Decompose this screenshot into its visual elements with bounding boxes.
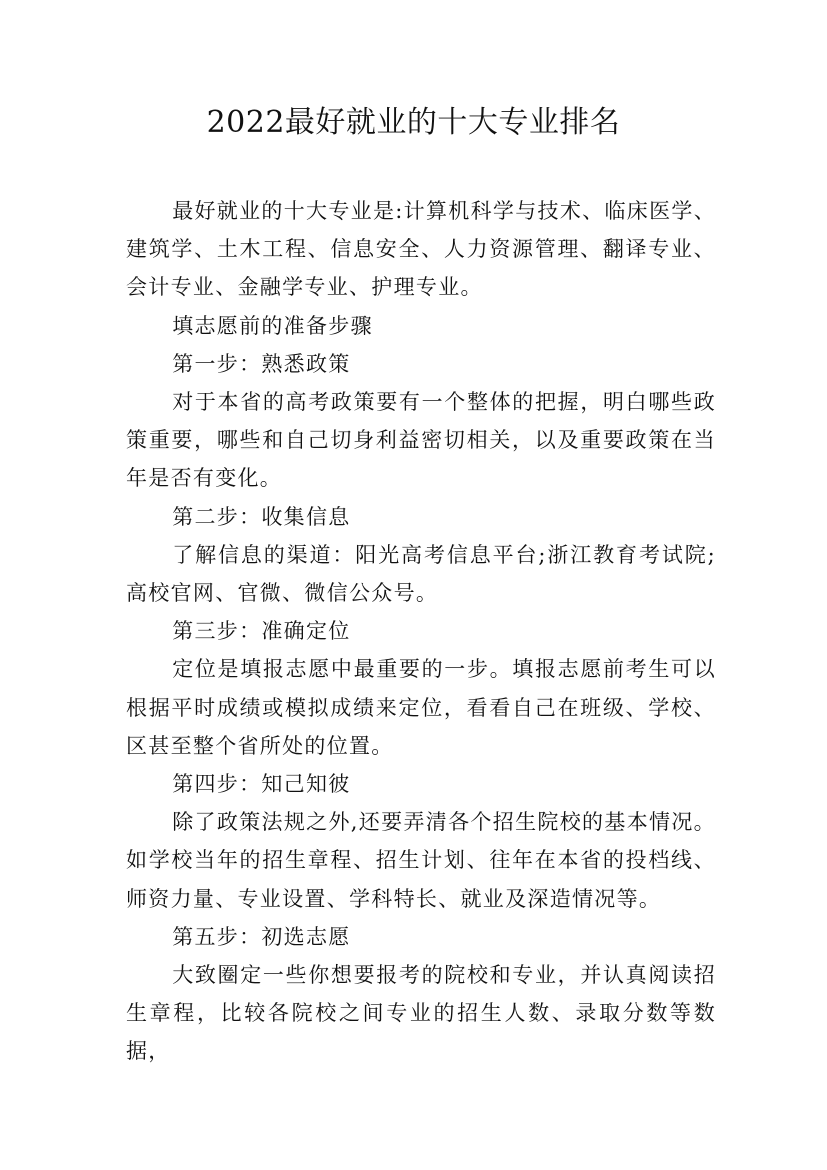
step-5-paragraph: 大致圈定一些你想要报考的院校和专业，并认真阅读招生章程，比较各院校之间专业的招生人数、录取分数等数据，: [126, 963, 716, 1064]
step-2-heading: 第二步：收集信息: [172, 504, 351, 529]
document-title: 2022最好就业的十大专业排名: [206, 105, 621, 140]
step-1-heading: 第一步：熟悉政策: [172, 351, 351, 376]
section-heading-preparation: 填志愿前的准备步骤: [172, 313, 373, 338]
step-5-heading: 第五步：初选志愿: [172, 924, 351, 949]
step-4-heading: 第四步：知己知彼: [172, 772, 351, 797]
step-1-paragraph: 对于本省的高考政策要有一个整体的把握，明白哪些政策重要，哪些和自己切身利益密切相关，以及重要政策在当年是否有变化。: [126, 390, 716, 491]
step-4-paragraph: 除了政策法规之外,还要弄清各个招生院校的基本情况。如学校当年的招生章程、招生计划、往年在本省的投档线、师资力量、专业设置、学科特长、就业及深造情况等。: [126, 810, 716, 911]
step-3-paragraph: 定位是填报志愿中最重要的一步。填报志愿前考生可以根据平时成绩或模拟成绩来定位，看看自己在班级、学校、区甚至整个省所处的位置。: [126, 657, 716, 758]
step-3-heading: 第三步：准确定位: [172, 619, 351, 644]
step-2-paragraph: 了解信息的渠道：阳光高考信息平台;浙江教育考试院;高校官网、官微、微信公众号。: [126, 542, 716, 606]
intro-paragraph: 最好就业的十大专业是:计算机科学与技术、临床医学、建筑学、土木工程、信息安全、人力资源管理、翻译专业、会计专业、金融学专业、护理专业。: [126, 199, 716, 300]
document-body: [126, 192, 716, 1071]
